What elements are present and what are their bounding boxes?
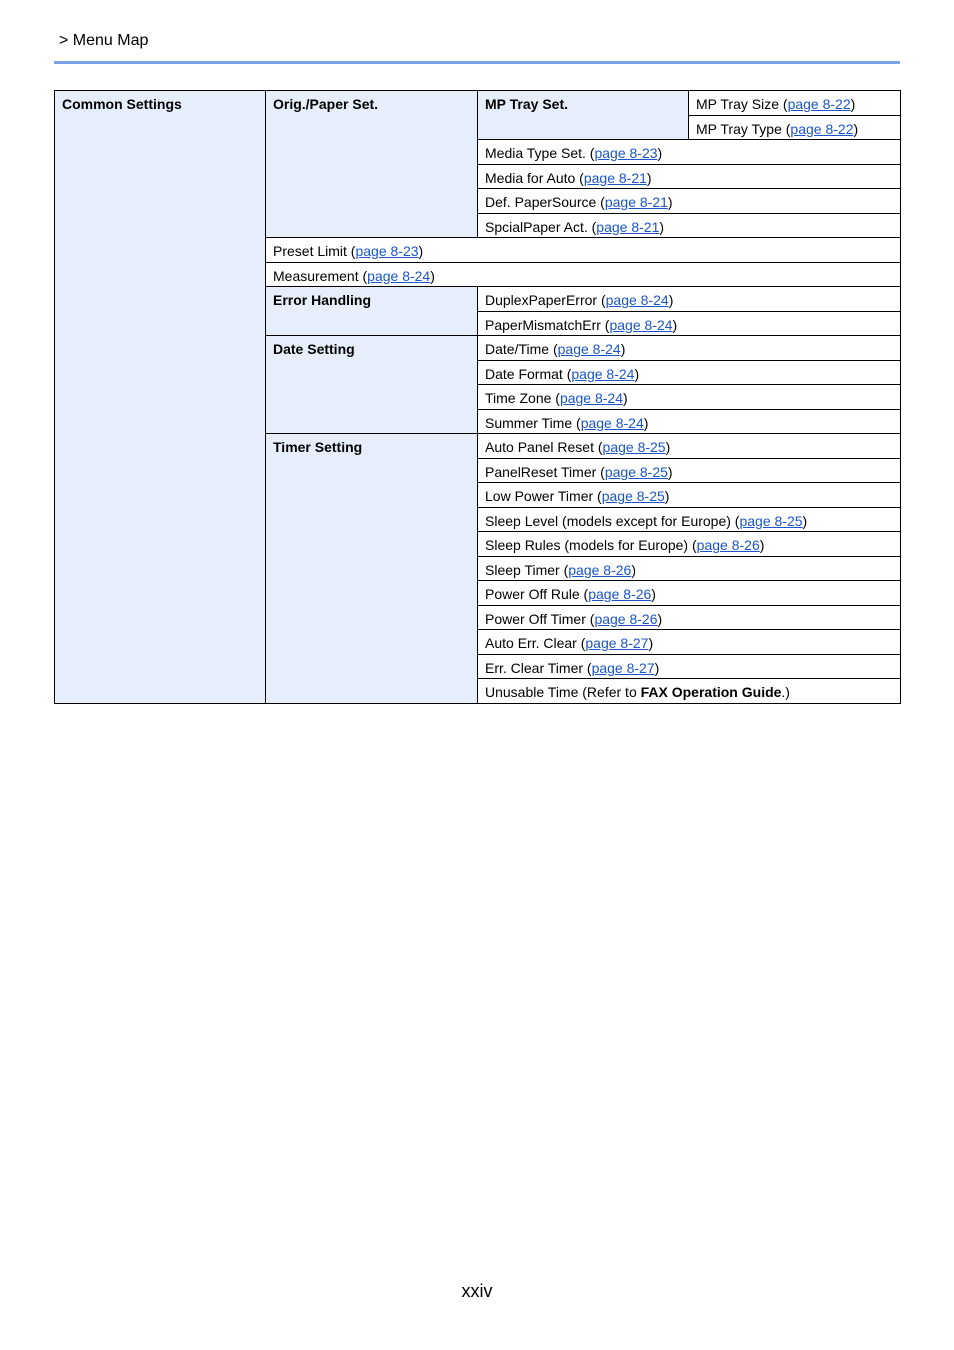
item-media-for-auto: Media for Auto (page 8-21) [478,164,901,189]
item-sleep-rules: Sleep Rules (models for Europe) (page 8-26) [478,532,901,557]
item-date-time: Date/Time (page 8-24) [478,336,901,361]
page-link[interactable]: page 8-23 [355,243,419,259]
page-link[interactable]: page 8-21 [583,169,647,186]
item-sleep-timer: Sleep Timer (page 8-26) [478,556,901,581]
page-link[interactable]: page 8-24 [559,390,624,406]
item-paper-mismatch-err: PaperMismatchErr (page 8-24) [478,311,901,336]
item-def-papersource: Def. PaperSource (page 8-21) [478,189,901,214]
item-date-format: Date Format (page 8-24) [478,360,901,385]
item-duplex-paper-error: DuplexPaperError (page 8-24) [478,287,901,312]
page-link[interactable]: page 8-24 [609,316,673,333]
page-link[interactable]: page 8-24 [367,267,431,284]
item-low-power-timer: Low Power Timer (page 8-25) [478,483,901,508]
header-divider [54,61,900,64]
item-power-off-timer: Power Off Timer (page 8-26) [478,605,901,630]
page-link[interactable]: page 8-26 [696,537,760,553]
cell-orig-paper-set: Orig./Paper Set. [266,91,478,238]
page-link[interactable]: page 8-21 [604,194,668,210]
page-link[interactable]: page 8-25 [739,512,803,529]
page-link[interactable]: page 8-24 [605,292,669,308]
page-link[interactable]: page 8-26 [594,610,658,627]
menu-map-table [54,90,901,704]
item-mp-tray-size: MP Tray Size (page 8-22) [689,91,901,116]
page-link[interactable]: page 8-23 [594,145,658,161]
page-link[interactable]: page 8-22 [790,120,854,137]
item-summer-time: Summer Time (page 8-24) [478,409,901,434]
item-media-type-set: Media Type Set. (page 8-23) [478,140,901,165]
page-link[interactable]: page 8-24 [580,414,644,431]
page-number: xxiv [461,1281,493,1301]
page-link[interactable]: page 8-21 [596,218,660,235]
item-panel-reset-timer: PanelReset Timer (page 8-25) [478,458,901,483]
item-err-clear-timer: Err. Clear Timer (page 8-27) [478,654,901,679]
cell-mp-tray-set: MP Tray Set. [478,91,689,140]
item-preset-limit: Preset Limit (page 8-23) [266,238,901,263]
page-link[interactable]: page 8-25 [604,463,668,480]
page-link[interactable]: page 8-24 [557,341,621,357]
page-link[interactable]: page 8-25 [601,488,665,504]
page-link[interactable]: page 8-24 [571,365,635,382]
item-auto-err-clear: Auto Err. Clear (page 8-27) [478,630,901,655]
cell-error-handling: Error Handling [266,287,478,336]
page-link[interactable]: page 8-25 [602,439,666,455]
item-mp-tray-type: MP Tray Type (page 8-22) [689,115,901,140]
guide-reference: FAX Operation Guide [640,684,782,700]
page-link[interactable]: page 8-26 [588,586,652,602]
item-measurement: Measurement (page 8-24) [266,262,901,287]
cell-timer-setting: Timer Setting [266,434,478,704]
cell-date-setting: Date Setting [266,336,478,434]
page-link[interactable]: page 8-26 [568,561,632,578]
breadcrumb: > Menu Map [59,32,149,49]
item-auto-panel-reset: Auto Panel Reset (page 8-25) [478,434,901,459]
item-time-zone: Time Zone (page 8-24) [478,385,901,410]
item-unusable-time: Unusable Time (Refer to FAX Operation Guide.) [478,679,901,704]
page-link[interactable]: page 8-27 [591,659,655,676]
item-sleep-level: Sleep Level (models except for Europe) (page 8-25) [478,507,901,532]
item-power-off-rule: Power Off Rule (page 8-26) [478,581,901,606]
cell-common-settings: Common Settings [55,91,266,704]
page-link[interactable]: page 8-27 [585,635,649,651]
item-spcialpaper-act: SpcialPaper Act. (page 8-21) [478,213,901,238]
page-link[interactable]: page 8-22 [787,96,851,112]
